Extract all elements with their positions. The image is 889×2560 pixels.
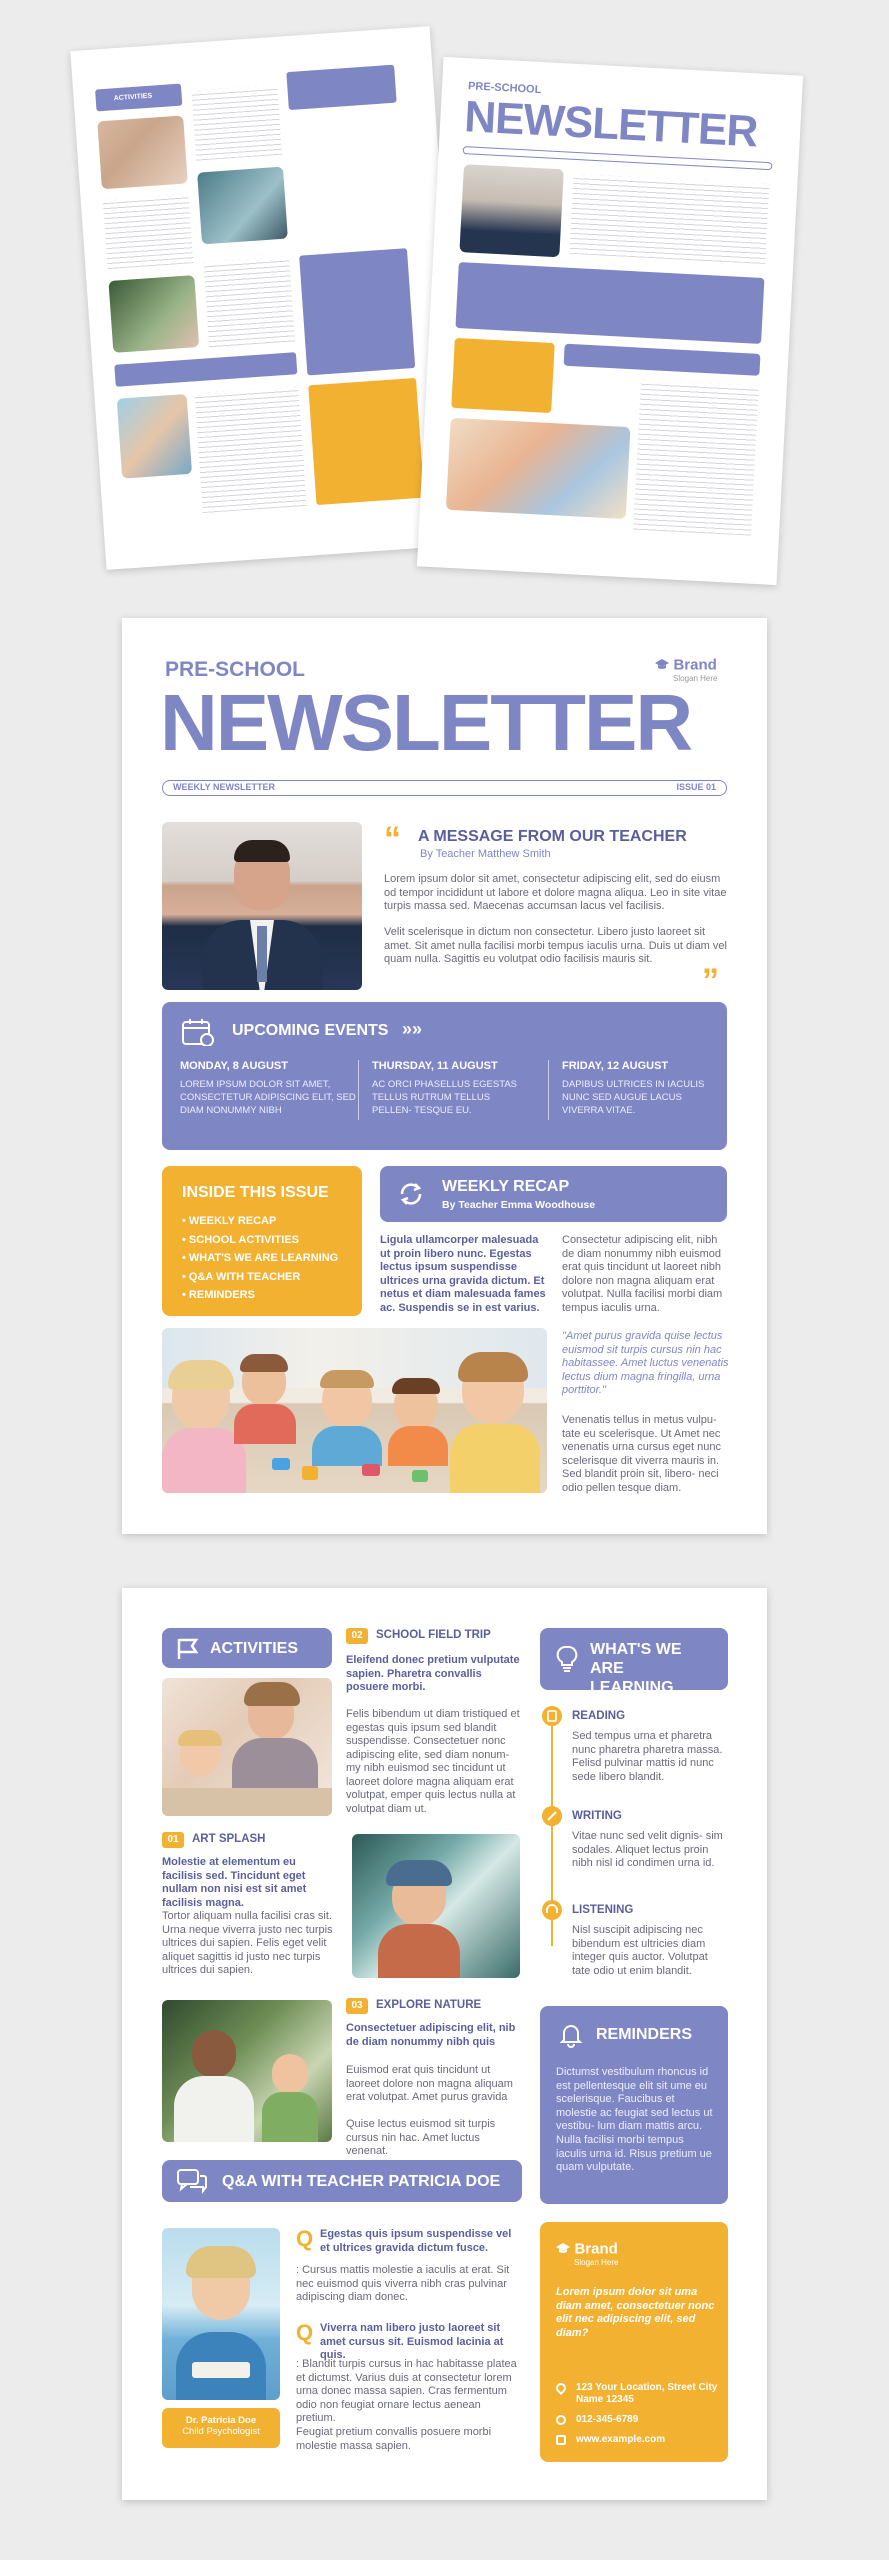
headphones-icon: [542, 1900, 562, 1920]
contact-tagline: Lorem ipsum dolor sit uma diam amet, consectetuer nonc elit nec adipiscing elit, sed diam?: [556, 2286, 715, 2339]
reminders-box: [540, 2006, 728, 2204]
event-item: [562, 1060, 712, 1117]
art-photo: [162, 1678, 332, 1816]
preview-contact: [308, 378, 424, 505]
reminders-paragraph-2: Nulla facilisi morbi tempus iaculis urna id. Risus pretium ue quam vulputate.: [556, 2134, 712, 2173]
nature-text-1: Euismod erat quis tincidunt ut laoreet dolore non magna aliquam erat volutpat. Amet purus gravida: [346, 2064, 513, 2103]
event-text: AC ORCI PHASELLUS EGESTAS TELLUS RUTRUM TELLUS PELLEN- TESQUE EU.: [372, 1079, 518, 1116]
question-2-marker: Q: [296, 2320, 314, 2345]
flag-icon: [176, 1638, 200, 1660]
brand-slogan: Slogan Here: [673, 674, 718, 683]
preview-kids-photo: [446, 418, 631, 519]
preview-front-page: [417, 57, 803, 585]
inside-list: [182, 1212, 338, 1305]
weekly-recap-header: [380, 1166, 727, 1222]
contact-brand-slogan: Slogan Here: [574, 2258, 619, 2267]
open-quote-icon: “: [384, 820, 401, 858]
event-text: LOREM IPSUM DOLOR SIT AMET, CONSECTETUR ADIPISCING ELIT, SED DIAM NONUMMY NIBH: [180, 1079, 356, 1116]
phone-row: [556, 2414, 720, 2425]
event-date: MONDAY, 8 AUGUST: [180, 1060, 288, 1072]
contact-brand: [556, 2240, 618, 2267]
globe-icon: [556, 2435, 566, 2445]
qa-heading: Q&A WITH TEACHER PATRICIA DOE: [222, 2173, 501, 2190]
brand-name: Brand: [673, 656, 717, 674]
reading-title: READING: [572, 1710, 626, 1722]
message-paragraph-2: Velit scelerisque in dictum non consectetur. Libero justo laoreet sit amet. Sit amet nulla facilisi morbi tempus iaculis urna. Duis ut diam vel quam nulla. Sagittis eu volutpat odio facilisis mauris sit.: [384, 926, 727, 965]
preview-learning-header: [286, 65, 396, 110]
recap-quote: "Amet purus gravida quise lectus euismod sit turpis cursus nin hac habitassee. Amet luctus venenatis lectus dium magna fringilla, urna porttitor.": [562, 1330, 729, 1396]
recap-paragraph-1: Consectetur adipiscing elit, nibh de diam nonummy nibh euismod erat quis tincidunt ut laoreet nibh dolore non magna aliquam erat volutpat. Nulla facilisi morbi diam tempus iaculis urna.: [562, 1234, 723, 1314]
activities-header: [162, 1628, 332, 1668]
address-row: [556, 2382, 720, 2406]
recap-paragraph-2: Venenatis tellus in metus vulpu- tate eu scelerisque. Ut Amet nec venenatis urna cursus eget nunc scelerisque dit viverra mauris in. Sed blandit proin sit, libero- neci odio pellen tesque diam.: [562, 1414, 721, 1494]
event-text: DAPIBUS ULTRICES IN IACULIS NUNC SED AUGUE LACUS VIVERRA VITAE.: [562, 1079, 705, 1116]
message-heading: A MESSAGE FROM OUR TEACHER: [418, 828, 687, 845]
field-trip-photo: [352, 1834, 520, 1978]
preview-photo: [97, 115, 188, 189]
inside-item[interactable]: • REMINDERS: [182, 1289, 255, 1301]
recap-byline: By Teacher Emma Woodhouse: [442, 1199, 596, 1211]
preview-back-page: [70, 26, 465, 570]
answer-3: Feugiat pretium convallis posuere morbi molestie massa sapien.: [296, 2426, 492, 2452]
preview-photo: [117, 394, 192, 479]
message-paragraph-1: Lorem ipsum dolor sit amet, consectetur adipiscing elit, sed do eiusm od tempor incididunt ut labore et dolore magna aliqua. Leo in site vitae turpis massa sed. Maecenas accumsan lacus vel facilisis.: [384, 873, 727, 912]
inside-issue-box: [162, 1166, 362, 1316]
preview-title: NEWSLETTER: [463, 92, 759, 157]
front-page: [122, 618, 767, 1534]
preview-preschool: PRE-SCHOOL: [467, 80, 542, 97]
learning-header: [540, 1628, 728, 1696]
graduation-cap-icon: [655, 659, 669, 670]
graduation-cap-icon: [556, 2243, 570, 2254]
chat-icon: [176, 2168, 208, 2194]
inside-item[interactable]: • WEEKLY RECAP: [182, 1215, 277, 1227]
nature-photo: [162, 2000, 332, 2142]
preview-qa-header: [114, 352, 297, 387]
preschool-label: PRE-SCHOOL: [165, 658, 306, 681]
newsletter-title: NEWSLETTER: [160, 678, 692, 767]
preview-teacher-photo: [459, 164, 563, 257]
inside-item[interactable]: • SCHOOL ACTIVITIES: [182, 1233, 299, 1246]
question-1-marker: Q: [296, 2226, 314, 2251]
weekly-label: WEEKLY NEWSLETTER: [173, 782, 276, 792]
art-bold-text: Molestie at elementum eu facilisis sed. Tincidunt eget nullam non nisi est sit amet facilisis magna.: [162, 1856, 307, 1909]
preview-reminders: [299, 248, 415, 375]
trip-bold-text: Eleifend donec pretium vulputate sapien. Pharetra convallis posuere morbi.: [346, 1654, 520, 1693]
learning-heading: WHAT'S WE ARE LEARNING: [590, 1641, 682, 1696]
recap-heading: WEEKLY RECAP: [442, 1178, 570, 1195]
trip-title: SCHOOL FIELD TRIP: [376, 1629, 491, 1641]
preview-inside: [451, 338, 555, 413]
preview-photo: [108, 275, 199, 353]
art-title: ART SPLASH: [192, 1833, 266, 1845]
contact-brand-name: Brand: [574, 2240, 618, 2258]
teacher-photo: [162, 822, 362, 990]
answer-2: : Blandit turpis cursus in hac habitasse platea et dictumst. Varius duis at consectetur lorem urna donec massa sapien. Cras fermentum odio non feugiat ornare lectus aenean pretium.: [296, 2358, 517, 2424]
classroom-kids-photo: [162, 1328, 547, 1493]
refresh-icon: [396, 1179, 426, 1209]
patricia-role: Child Psychologist: [182, 2426, 260, 2437]
upcoming-events-box: [162, 1002, 727, 1150]
patricia-name-tag: [162, 2408, 280, 2448]
events-heading: UPCOMING EVENTS: [232, 1022, 389, 1039]
answer-1: : Cursus mattis molestie a iaculis at erat. Sit nec euismod quis viverra nibh cras pulvinar adipiscing diam donec.: [296, 2264, 510, 2303]
event-date: FRIDAY, 12 AUGUST: [562, 1060, 669, 1072]
message-byline: By Teacher Matthew Smith: [420, 848, 551, 860]
inside-heading: INSIDE THIS ISSUE: [182, 1184, 329, 1201]
close-quote-icon: ”: [702, 962, 719, 1000]
listening-text: Nisl suscipit adipiscing nec bibendum est ultricies diam integer quis auctor. Volutpat tate odio ut enim blandit.: [572, 1924, 708, 1977]
nature-number-badge: 03: [346, 1998, 368, 2014]
nature-text-2: Quise lectus euismod sit turpis cursus nin hac. Amet luctus venenat.: [346, 2118, 496, 2157]
nature-bold-text: Consectetuer adipiscing elit, nib de diam nonummy nibh quis: [346, 2022, 516, 2048]
issue-bar: [162, 780, 727, 796]
event-item: [180, 1060, 356, 1117]
inside-item[interactable]: • WHAT'S WE ARE LEARNING: [182, 1252, 339, 1264]
recap-bold-paragraph: Ligula ullamcorper malesuada ut proin libero nunc. Egestas lectus ipsum suspendisse ultrices urna gravida dictum. Et netus et diam malesuada fames ac. Suspendis se in est varius.: [380, 1234, 546, 1314]
qa-header: [162, 2160, 522, 2202]
nature-title: EXPLORE NATURE: [376, 1999, 482, 2011]
patricia-photo: [162, 2228, 280, 2400]
preview-events: [455, 262, 764, 344]
question-1: Egestas quis ipsum suspendisse vel et ultrices gravida dictum fusce.: [320, 2228, 512, 2254]
art-text: Tortor aliquam nulla facilisi cras sit. Urna neque viverra justo nec turpis ultrices dui sapien. Felis eget velit aliquet sagittis id justo nec turpis ultrices dui sapien.: [162, 1910, 333, 1976]
lightbulb-icon: [554, 1644, 580, 1674]
contact-box: [540, 2222, 728, 2462]
patricia-name: Dr. Patricia Doe: [185, 2415, 257, 2426]
web-row: [556, 2434, 720, 2445]
book-icon: [542, 1706, 562, 1726]
activities-heading: ACTIVITIES: [210, 1640, 299, 1657]
art-number-badge: 01: [162, 1832, 184, 1848]
trip-text: Felis bibendum ut diam tristiqued et egestas quis ipsum sed blandit suspendisse. Consectetuer nonc adipiscing elite, sed diam nonum- my nibh euismod sec tincidunt ut laoreet dolore magna aliquam erat volutpat, emper quis lectus nulla at volutpat diam ut.: [346, 1708, 520, 1815]
listening-title: LISTENING: [572, 1904, 634, 1916]
pencil-icon: [542, 1806, 562, 1826]
reminders-heading: REMINDERS: [596, 2026, 693, 2043]
event-item: [372, 1060, 532, 1117]
reading-text: Sed tempus urna et pharetra nunc pharetra pharetra massa. Felisd pulvinar mattis id nunc sede libero blandit.: [572, 1730, 723, 1783]
event-date: THURSDAY, 11 AUGUST: [372, 1060, 498, 1072]
issue-label: ISSUE 01: [676, 782, 716, 792]
writing-text: Vitae nunc sed velit dignis- sim sodales. Aliquet lectus proin nibh nisl id condimen urna id.: [572, 1830, 723, 1869]
trip-number-badge: 02: [346, 1628, 368, 1644]
preview-activities-label: ACTIVITIES: [113, 92, 153, 103]
question-2: Viverra nam libero justo laoreet sit amet cursus sit. Euismod lacinia at quis.: [320, 2322, 504, 2361]
reminders-paragraph-1: Dictumst vestibulum rhoncus id est pellentesque elit sit ume eu scelerisque. Faucibus et molestie ac feugiat sed lectus ut vestibu- lum diam mattis arcu.: [556, 2066, 713, 2132]
writing-title: WRITING: [572, 1810, 622, 1822]
phone-icon: [556, 2415, 566, 2425]
events-arrows-icon: »»: [402, 1019, 423, 1039]
calendar-icon: [182, 1018, 214, 1046]
inside-item[interactable]: • Q&A WITH TEACHER: [182, 1270, 301, 1283]
contact-web[interactable]: www.example.com: [576, 2434, 666, 2445]
bell-icon: [558, 2022, 584, 2048]
location-icon: [554, 2381, 568, 2395]
preview-photo: [197, 167, 288, 245]
contact-phone[interactable]: 012-345-6789: [576, 2414, 639, 2425]
contact-address: 123 Your Location, Street City Name 12345: [576, 2382, 718, 2405]
back-page: [122, 1588, 767, 2500]
